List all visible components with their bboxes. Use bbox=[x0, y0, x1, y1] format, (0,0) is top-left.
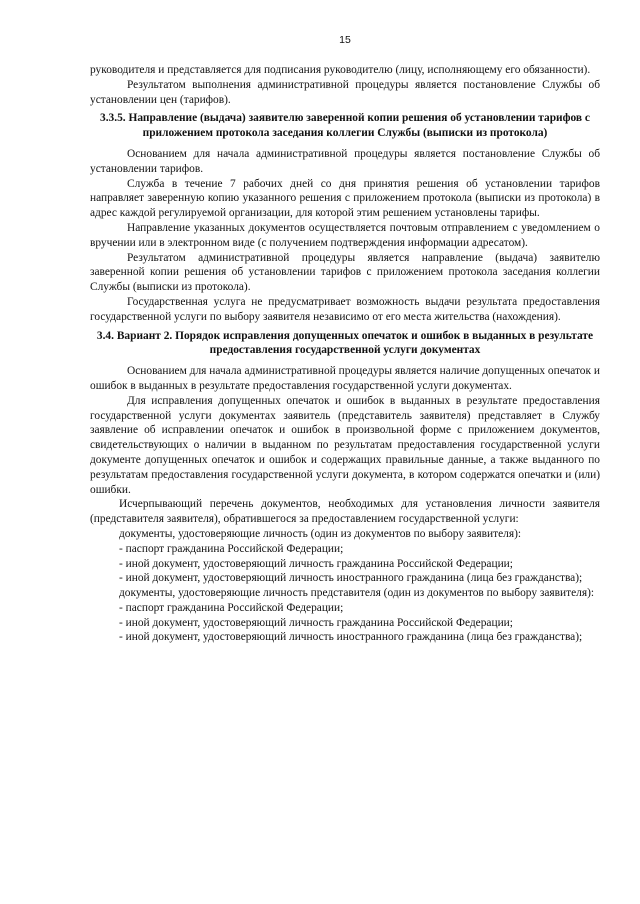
section-heading-3-3-5: 3.3.5. Направление (выдача) заявителю заверенной копии решения об установлении тарифов с приложением протокола заседания коллегии Службы (выписки из протокола) bbox=[100, 112, 590, 140]
paragraph: Направление указанных документов осуществляется почтовым отправлением с уведомлением о вручении или в электронном виде (с получением подтверждения информации адресатом). bbox=[90, 221, 600, 249]
paragraph: руководителя и представляется для подписания руководителю (лицу, исполняющему его обязанности). bbox=[90, 64, 591, 76]
list-item: - иной документ, удостоверяющий личность иностранного гражданина (лица без гражданства); bbox=[119, 631, 583, 644]
document-page bbox=[90, 34, 600, 645]
paragraph: Исчерпывающий перечень документов, необходимых для установления личности заявителя (представителя заявителя), обратившегося за предоставлением государственной услуги: bbox=[90, 498, 600, 526]
paragraph: Основанием для начала административной процедуры является постановление Службы об установлении тарифов. bbox=[90, 147, 600, 175]
paragraph: Для исправления допущенных опечаток и ошибок в выданных в результате предоставления государственной услуги документах заявитель (представитель заявителя) представляет в Службу заявление об исправлении опечаток и ошибок в произвольной форме с приложением документов, свидетельствующих о наличии в выданном по результатам предоставления государственной услуги документе допущенных опечаток и ошибок и содержащих правильные данные, а также выданного по результатам предоставления государственной услуги документа, в котором содержатся опечатки и (или) ошибки. bbox=[90, 394, 600, 496]
paragraph: Служба в течение 7 рабочих дней со дня принятия решения об установлении тарифов направляет заверенную копию указанного решения с приложением протокола (выписки из протокола) в адрес каждой регулируемой организации, для которой этим решением установлены тарифы. bbox=[90, 177, 600, 220]
list-item: - паспорт гражданина Российской Федерации; bbox=[119, 601, 344, 614]
list-item: - паспорт гражданина Российской Федерации; bbox=[119, 542, 344, 555]
list-item: - иной документ, удостоверяющий личность гражданина Российской Федерации; bbox=[119, 557, 513, 570]
list-intro: документы, удостоверяющие личность представителя (один из документов по выбору заявителя): bbox=[119, 587, 595, 600]
section-heading-3-4: 3.4. Вариант 2. Порядок исправления допущенных опечаток и ошибок в выданных в результате предоставления государственной услуги документах bbox=[96, 329, 594, 357]
list-item: - иной документ, удостоверяющий личность гражданина Российской Федерации; bbox=[119, 616, 513, 629]
paragraph: Основанием для начала административной процедуры является наличие допущенных опечаток и ошибок в выданных в результате предоставления государственной услуги документах. bbox=[90, 365, 600, 392]
paragraph: Результатом административной процедуры является направление (выдача) заявителю заверенной копии решения об установлении тарифов с приложением протокола заседания коллегии Службы (выписки из протокола). bbox=[90, 251, 600, 294]
page-number: 15 bbox=[339, 34, 351, 46]
list-intro: документы, удостоверяющие личность (один из документов по выбору заявителя): bbox=[119, 527, 522, 540]
paragraph: Государственная услуга не предусматривает возможность выдачи результата предоставления государственной услуги по выбору заявителя независимо от его места жительства (нахождения). bbox=[90, 295, 600, 323]
list-item: - иной документ, удостоверяющий личность иностранного гражданина (лица без гражданства); bbox=[119, 572, 583, 585]
paragraph: Результатом выполнения административной процедуры является постановление Службы об установлении цен (тарифов). bbox=[90, 78, 600, 106]
